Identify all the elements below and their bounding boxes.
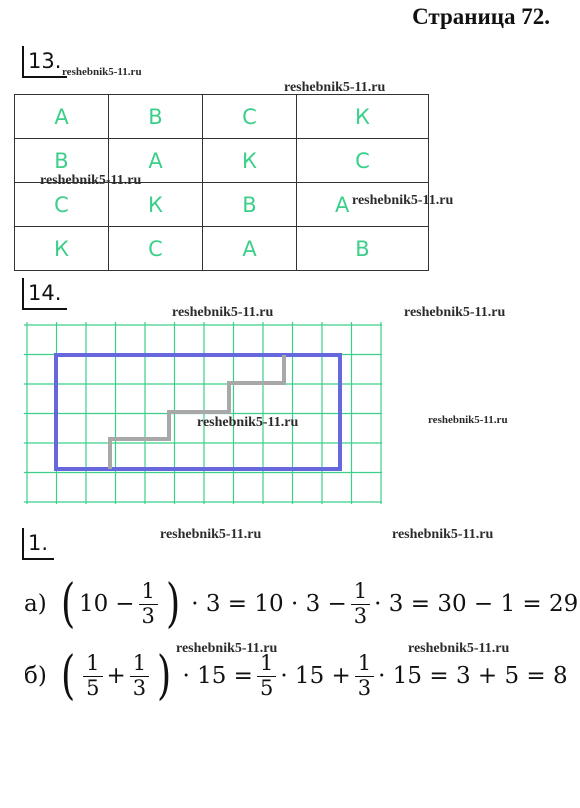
watermark-7: reshebnik5-11.ru	[197, 415, 299, 430]
close-paren: )	[165, 574, 181, 634]
watermark-8: reshebnik5-11.ru	[428, 414, 508, 426]
fraction-denominator: 3	[141, 603, 155, 628]
watermark-12: reshebnik5-11.ru	[408, 641, 510, 656]
fraction-denominator: 3	[353, 603, 368, 628]
grid-drawing	[24, 322, 382, 504]
watermark-6: reshebnik5-11.ru	[404, 305, 506, 320]
table-cell: В	[109, 95, 203, 139]
task-14-number: 14.	[22, 278, 67, 310]
table-cell: С	[203, 95, 297, 139]
table-cell: С	[15, 183, 109, 227]
table-cell: К	[15, 227, 109, 271]
equation-b-part1: · 15 =	[182, 663, 253, 689]
table-row	[15, 227, 429, 271]
table-cell: В	[297, 227, 429, 271]
fraction-numerator: 1	[355, 652, 374, 676]
table-cell: К	[297, 95, 429, 139]
watermark-1: reshebnik5-11.ru	[62, 66, 142, 78]
open-paren: (	[60, 646, 76, 706]
fraction-denominator: 5	[86, 675, 100, 700]
fraction-one-third	[355, 652, 374, 699]
table-row	[15, 95, 429, 139]
task-1-number: 1.	[22, 528, 54, 560]
watermark-9: reshebnik5-11.ru	[160, 527, 262, 542]
table-cell: А	[109, 139, 203, 183]
table-cell: С	[109, 227, 203, 271]
table-cell: А	[15, 95, 109, 139]
fraction-numerator: 1	[351, 580, 370, 604]
table-cell: С	[297, 139, 429, 183]
fraction-numerator: 1	[139, 580, 158, 604]
watermark-11: reshebnik5-11.ru	[176, 641, 278, 656]
close-paren: )	[157, 646, 172, 706]
fraction-one-third	[351, 580, 370, 627]
equation-b-part3: · 15 = 3 + 5 = 8	[378, 663, 568, 689]
equation-a	[24, 574, 579, 634]
watermark-3: reshebnik5-11.ru	[40, 173, 142, 188]
number-10: 10	[78, 591, 109, 617]
fraction-denominator: 5	[259, 675, 274, 700]
table-cell: В	[203, 183, 297, 227]
equation-a-part1: · 3 = 10 · 3 −	[191, 591, 347, 617]
fraction-numerator: 1	[83, 652, 102, 676]
fraction-one-fifth	[257, 652, 276, 699]
equation-a-label: а)	[24, 591, 47, 617]
watermark-10: reshebnik5-11.ru	[392, 527, 494, 542]
table-cell: А	[203, 227, 297, 271]
table-cell: К	[109, 183, 203, 227]
fraction-denominator: 3	[132, 675, 147, 700]
fraction-numerator: 1	[130, 652, 149, 676]
equation-b-part2: · 15 +	[280, 663, 351, 689]
table-cell: А	[297, 183, 429, 227]
fraction-one-third	[130, 652, 149, 699]
equation-b-label: б)	[24, 663, 47, 689]
open-paren: (	[60, 574, 75, 634]
watermark-5: reshebnik5-11.ru	[172, 305, 274, 320]
plus-sign: +	[106, 663, 126, 689]
fraction-denominator: 3	[357, 675, 372, 700]
fraction-one-fifth	[83, 652, 102, 699]
fraction-numerator: 1	[257, 652, 276, 676]
watermark-4: reshebnik5-11.ru	[352, 193, 454, 208]
task-13-number: 13.	[22, 46, 67, 78]
staircase-line	[110, 355, 284, 469]
table-cell: В	[15, 139, 109, 183]
equation-a-part2: · 3 = 30 − 1 = 29	[374, 591, 579, 617]
table-cell: К	[203, 139, 297, 183]
fraction-one-third	[139, 580, 158, 627]
watermark-2: reshebnik5-11.ru	[284, 80, 386, 95]
minus-sign: −	[115, 591, 135, 617]
page-title: Страница 72.	[412, 4, 550, 29]
